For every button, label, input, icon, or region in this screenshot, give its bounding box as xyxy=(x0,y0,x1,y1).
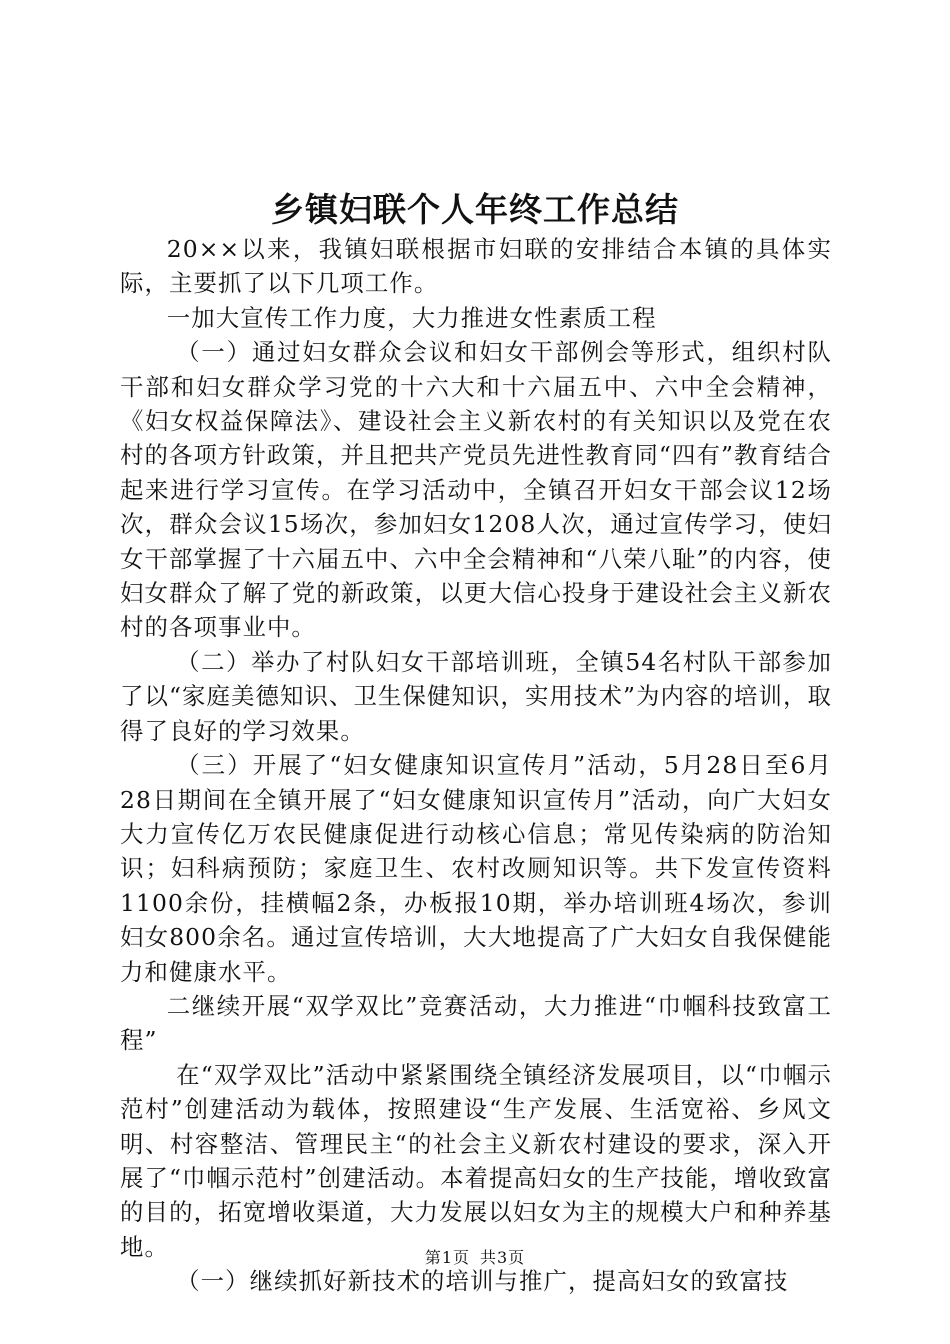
paragraph-item-3: （三）开展了“妇女健康知识宣传月”活动，5月28日至6月28日期间在全镇开展了“妇女健康知识宣传月”活动，向广大妇女大力宣传亿万农民健康促进行动核心信息；常见传染病的防治知识；妇科病预防；家庭卫生、农村改厕知识等。共下发宣传资料1100余份，挂横幅2条，办板报10期，举办培训班4场次，参训妇女800余名。通过宣传培训，大大地提高了广大妇女自我保健能力和健康水平。 xyxy=(120,751,832,986)
paragraph-item-4: （一）继续抓好新技术的培训与推广，提高妇女的致富技 xyxy=(176,1267,789,1296)
section-heading-2: 二继续开展“双学双比”竞赛活动，大力推进“巾帼科技致富工程” xyxy=(120,991,832,1055)
section-2-paragraph: 在“双学双比”活动中紧紧围绕全镇经济发展项目，以“巾帼示范村”创建活动为载体，按照建设“生产发展、生活宽裕、乡风文明、村容整洁、管理民主“的社会主义新农村建设的要求，深入开展了“巾帼示范村”创建活动。本着提高妇女的生产技能，增收致富的目的，拓宽增收渠道，大力发展以妇女为主的规模大户和种养基地。 xyxy=(120,1060,832,1261)
document-title: 乡镇妇联个人年终工作总结 xyxy=(271,190,679,229)
page-total: 共3页 xyxy=(480,1248,526,1267)
paragraph-item-1: （一）通过妇女群众会议和妇女干部例会等形式，组织村队干部和妇女群众学习党的十六大和十六届五中、六中全会精神，《妇女权益保障法》、建设社会主义新农村的有关知识以及党在农村的各项方针政策，并且把共产党员先进性教育同“四有”教育结合起来进行学习宣传。在学习活动中，全镇召开妇女干部会议12场次，群众会议15场次，参加妇女1208人次，通过宣传学习，使妇女干部掌握了十六届五中、六中全会精神和“八荣八耻”的内容，使妇女群众了解了党的新政策，以更大信心投身于建设社会主义新农村的各项事业中。 xyxy=(120,338,832,642)
page-number: 第1页 xyxy=(424,1248,470,1267)
page-footer xyxy=(0,1245,950,1268)
section-heading-1: 一加大宣传工作力度，大力推进女性素质工程 xyxy=(166,303,657,332)
document-body xyxy=(120,232,832,1299)
intro-paragraph: 20××以来，我镇妇联根据市妇联的安排结合本镇的具体实际，主要抓了以下几项工作。 xyxy=(120,235,832,298)
paragraph-item-2: （二）举办了村队妇女干部培训班，全镇54名村队干部参加了以“家庭美德知识、卫生保健知识，实用技术”为内容的培训，取得了良好的学习效果。 xyxy=(120,647,832,745)
